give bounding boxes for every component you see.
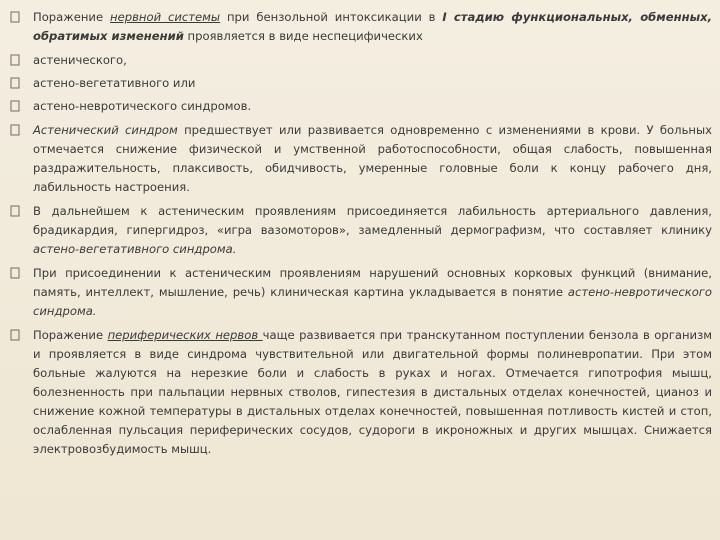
text-run: При присоединении к астеническим проявлениям нарушений основных корковых функций (внимание, память, интеллект, мышление, речь) клиническая картина укладывается в понятие (33, 266, 712, 299)
text-run: Поражение (33, 328, 108, 342)
list-item (10, 121, 712, 197)
box-bullet-icon (10, 267, 20, 279)
text-run: астено-вегетативного или (33, 76, 196, 90)
list-item (10, 326, 712, 459)
box-bullet-icon (10, 124, 20, 136)
emphasis-italic: астено-невротического синдрома. (33, 285, 712, 318)
text-run: чаще развивается при транскутанном поступлении бензола в организм и проявляется в виде синдрома чувствительной или двигательной формы полиневропатии. При этом больные жалуются на нерезкие боли и слабость в руках и ногах. Отмечается гипотрофия мышц, болезненность при пальпации нервных стволов, гипестезия в дистальных отделах конечностей, цианоз и снижение кожной температуры в дистальных отделах конечностей, повышенная потливость кистей и стоп, ослабленная пульсация периферических сосудов, судороги в икроножных и других мышцах. Снижается электровозбудимость мышц. (33, 328, 712, 456)
text-run: предшествует или развивается одновременно с изменениями в крови. У больных отмечается снижение физической и умственной работоспособности, общая слабость, повышенная раздражительность, плаксивость, обидчивость, умеренные головные боли к концу рабочего дня, лабильность настроения. (33, 123, 712, 194)
text-run: астенического, (33, 53, 127, 67)
list-item (10, 264, 712, 321)
box-bullet-icon (10, 100, 20, 112)
box-bullet-icon (10, 77, 20, 89)
text-run: проявляется в виде неспецифических (183, 29, 423, 43)
list-item (10, 8, 712, 46)
text-run: астено-невротического синдромов. (33, 99, 252, 113)
emphasis-bold-italic: I стадию функциональных, обменных, обратимых изменений (33, 10, 712, 43)
emphasis-italic: астено-вегетативного синдрома. (33, 242, 237, 256)
text-run: В дальнейшем к астеническим проявлениям присоединяется лабильность артериального давления, брадикардия, гипергидроз, «игра вазомоторов», замедленный дермографизм, что составляет клинику (33, 204, 712, 237)
emphasis-italic: Астенический синдром (33, 123, 178, 137)
bullet-list (10, 8, 712, 464)
box-bullet-icon (10, 11, 20, 23)
box-bullet-icon (10, 205, 20, 217)
emphasis-underlined: периферических нервов (107, 328, 263, 342)
emphasis-underlined: нервной системы (110, 10, 221, 24)
text-run: при бензольной интоксикации в (220, 10, 443, 24)
list-item (10, 97, 712, 116)
text-run: Поражение (33, 10, 110, 24)
list-item (10, 74, 712, 93)
box-bullet-icon (10, 329, 20, 341)
box-bullet-icon (10, 54, 20, 66)
list-item (10, 51, 712, 70)
list-item (10, 202, 712, 259)
